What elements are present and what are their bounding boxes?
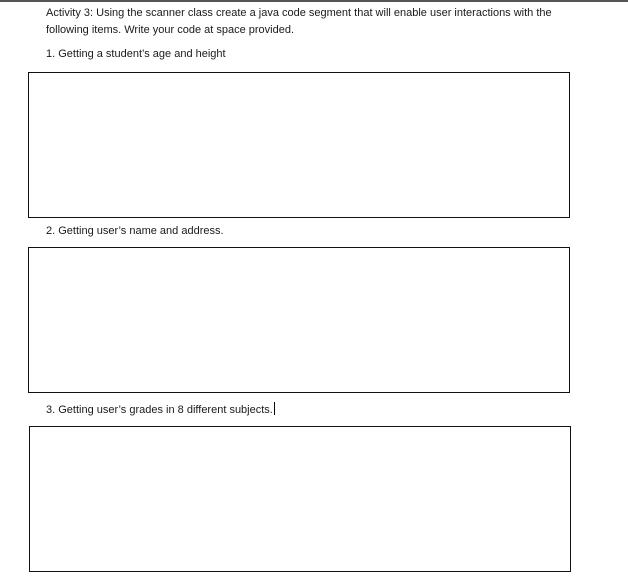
text-cursor bbox=[274, 402, 275, 415]
activity-instructions-line-1: Activity 3: Using the scanner class create a java code segment that will enable user interactions with the bbox=[46, 7, 552, 19]
answer-box-2[interactable] bbox=[28, 247, 570, 393]
activity-instructions-line-2: following items. Write your code at space provided. bbox=[46, 24, 295, 36]
answer-box-3[interactable] bbox=[29, 426, 571, 572]
item-3-label: 3. Getting user’s grades in 8 different subjects. bbox=[46, 404, 273, 416]
item-1-label: 1. Getting a student’s age and height bbox=[46, 48, 226, 60]
page-top-border bbox=[0, 0, 628, 2]
answer-box-1[interactable] bbox=[28, 72, 570, 218]
item-2-label: 2. Getting user’s name and address. bbox=[46, 225, 224, 237]
item-3-line bbox=[46, 402, 275, 416]
